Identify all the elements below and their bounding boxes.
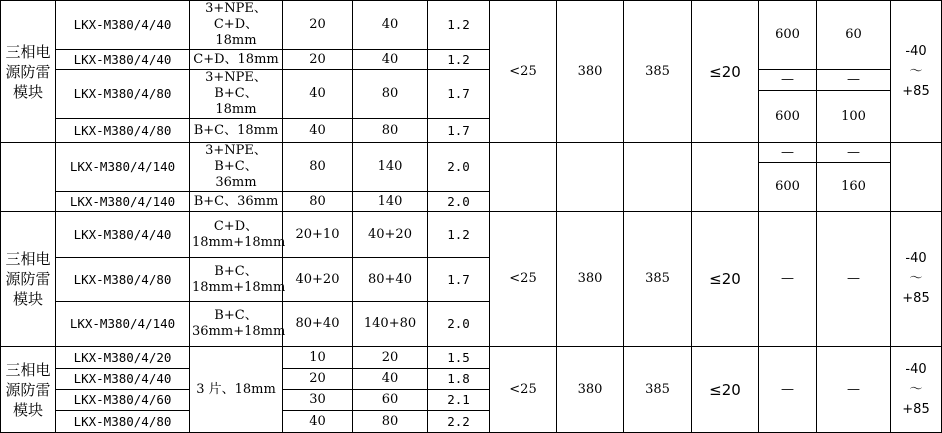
value-cell: 2.0 bbox=[428, 302, 490, 347]
value-cell: 1.2 bbox=[428, 1, 490, 50]
spec-cell: 3+NPE、C+D、 18mm bbox=[190, 1, 283, 50]
table-row bbox=[1, 1, 942, 50]
voltage-cell: 380 bbox=[557, 347, 624, 433]
response-cell: <25 bbox=[490, 1, 557, 143]
model-cell: LKX-M380/4/40 bbox=[56, 1, 190, 50]
model-cell: LKX-M380/4/140 bbox=[56, 143, 190, 192]
value-cell: 20 bbox=[353, 347, 428, 369]
value-cell: 1.8 bbox=[428, 369, 490, 390]
value-cell: 80 bbox=[353, 411, 428, 433]
value-cell: 40 bbox=[283, 70, 353, 119]
model-cell: LKX-M380/4/40 bbox=[56, 369, 190, 390]
value-cell: 80+40 bbox=[353, 258, 428, 302]
value-cell: 40 bbox=[283, 411, 353, 433]
value-cell: 40 bbox=[283, 119, 353, 143]
model-cell: LKX-M380/4/140 bbox=[56, 192, 190, 212]
spec-cell: B+C、 36mm+18mm bbox=[190, 302, 283, 347]
value-cell: 40+20 bbox=[353, 212, 428, 258]
value-cell: 1.7 bbox=[428, 70, 490, 119]
value-cell: — bbox=[759, 347, 817, 433]
value-cell: — bbox=[759, 143, 817, 163]
table-row bbox=[1, 347, 942, 369]
value-cell: 60 bbox=[353, 390, 428, 411]
spec-cell: B+C、18mm bbox=[190, 119, 283, 143]
voltage-cell: 380 bbox=[557, 1, 624, 143]
spec-table bbox=[0, 0, 942, 143]
value-cell: — bbox=[759, 70, 817, 91]
table-row bbox=[1, 143, 942, 163]
temp-cell: -40 ～ +85 bbox=[891, 212, 942, 347]
spec-cell: C+D、18mm bbox=[190, 50, 283, 70]
table-row bbox=[1, 70, 942, 91]
category-cell: 三相电 源防雷 模块 bbox=[1, 1, 56, 143]
value-cell: 2.0 bbox=[428, 143, 490, 192]
value-cell: 600 bbox=[759, 1, 817, 70]
voltage-cell: 385 bbox=[624, 212, 692, 347]
response-cell: <25 bbox=[490, 347, 557, 433]
value-cell: 2.1 bbox=[428, 390, 490, 411]
value-cell: 140 bbox=[353, 143, 428, 192]
value-cell: 60 bbox=[817, 1, 891, 70]
value-cell: 30 bbox=[283, 390, 353, 411]
value-cell: 20 bbox=[283, 1, 353, 50]
value-cell: 140+80 bbox=[353, 302, 428, 347]
spec-cell: C+D、 18mm+18mm bbox=[190, 212, 283, 258]
value-cell: — bbox=[817, 143, 891, 163]
category-cell: 三相电 源防雷 模块 bbox=[1, 347, 56, 433]
value-cell: 40 bbox=[353, 1, 428, 50]
value-cell: 80 bbox=[283, 143, 353, 192]
model-cell: LKX-M380/4/80 bbox=[56, 411, 190, 433]
model-cell: LKX-M380/4/40 bbox=[56, 50, 190, 70]
category-cell: 三相电 源防雷 模块 bbox=[1, 212, 56, 347]
model-cell: LKX-M380/4/80 bbox=[56, 70, 190, 119]
value-cell: — bbox=[817, 212, 891, 347]
spec-cell: 3 片、18mm bbox=[190, 347, 283, 433]
spec-cell: B+C、36mm bbox=[190, 192, 283, 212]
model-cell: LKX-M380/4/40 bbox=[56, 212, 190, 258]
value-cell: 40 bbox=[353, 369, 428, 390]
value-cell: 1.7 bbox=[428, 258, 490, 302]
value-cell: 80+40 bbox=[283, 302, 353, 347]
value-cell: 600 bbox=[759, 163, 817, 212]
value-cell: 20 bbox=[283, 50, 353, 70]
table-row bbox=[1, 212, 942, 258]
model-cell: LKX-M380/4/80 bbox=[56, 119, 190, 143]
value-cell: 1.2 bbox=[428, 212, 490, 258]
temp-cell: -40 ～ +85 bbox=[891, 347, 942, 433]
value-cell: 140 bbox=[353, 192, 428, 212]
value-cell: — bbox=[817, 70, 891, 91]
value-cell: — bbox=[759, 212, 817, 347]
spec-cell: 3+NPE、B+C、 36mm bbox=[190, 143, 283, 192]
spec-table-cont bbox=[0, 142, 942, 433]
model-cell: LKX-M380/4/60 bbox=[56, 390, 190, 411]
value-cell: 20 bbox=[283, 369, 353, 390]
value-cell: 1.5 bbox=[428, 347, 490, 369]
response-cell: <25 bbox=[490, 212, 557, 347]
model-cell: LKX-M380/4/20 bbox=[56, 347, 190, 369]
value-cell: 10 bbox=[283, 347, 353, 369]
model-cell: LKX-M380/4/80 bbox=[56, 258, 190, 302]
value-cell: 100 bbox=[817, 91, 891, 143]
value-cell: — bbox=[817, 347, 891, 433]
value-cell: 600 bbox=[759, 91, 817, 143]
voltage-cell: 380 bbox=[557, 212, 624, 347]
value-cell: 160 bbox=[817, 163, 891, 212]
value-cell: 2.2 bbox=[428, 411, 490, 433]
level-cell: ≤20 bbox=[692, 1, 759, 143]
value-cell: 40 bbox=[353, 50, 428, 70]
value-cell: 80 bbox=[283, 192, 353, 212]
value-cell: 2.0 bbox=[428, 192, 490, 212]
level-cell: ≤20 bbox=[692, 212, 759, 347]
temp-cell: -40 ～ +85 bbox=[891, 1, 942, 143]
model-cell: LKX-M380/4/140 bbox=[56, 302, 190, 347]
spec-cell: B+C、 18mm+18mm bbox=[190, 258, 283, 302]
voltage-cell: 385 bbox=[624, 347, 692, 433]
value-cell: 80 bbox=[353, 70, 428, 119]
spec-cell: 3+NPE、B+C、 18mm bbox=[190, 70, 283, 119]
level-cell: ≤20 bbox=[692, 347, 759, 433]
value-cell: 1.2 bbox=[428, 50, 490, 70]
value-cell: 80 bbox=[353, 119, 428, 143]
value-cell: 20+10 bbox=[283, 212, 353, 258]
voltage-cell: 385 bbox=[624, 1, 692, 143]
value-cell: 1.7 bbox=[428, 119, 490, 143]
value-cell: 40+20 bbox=[283, 258, 353, 302]
